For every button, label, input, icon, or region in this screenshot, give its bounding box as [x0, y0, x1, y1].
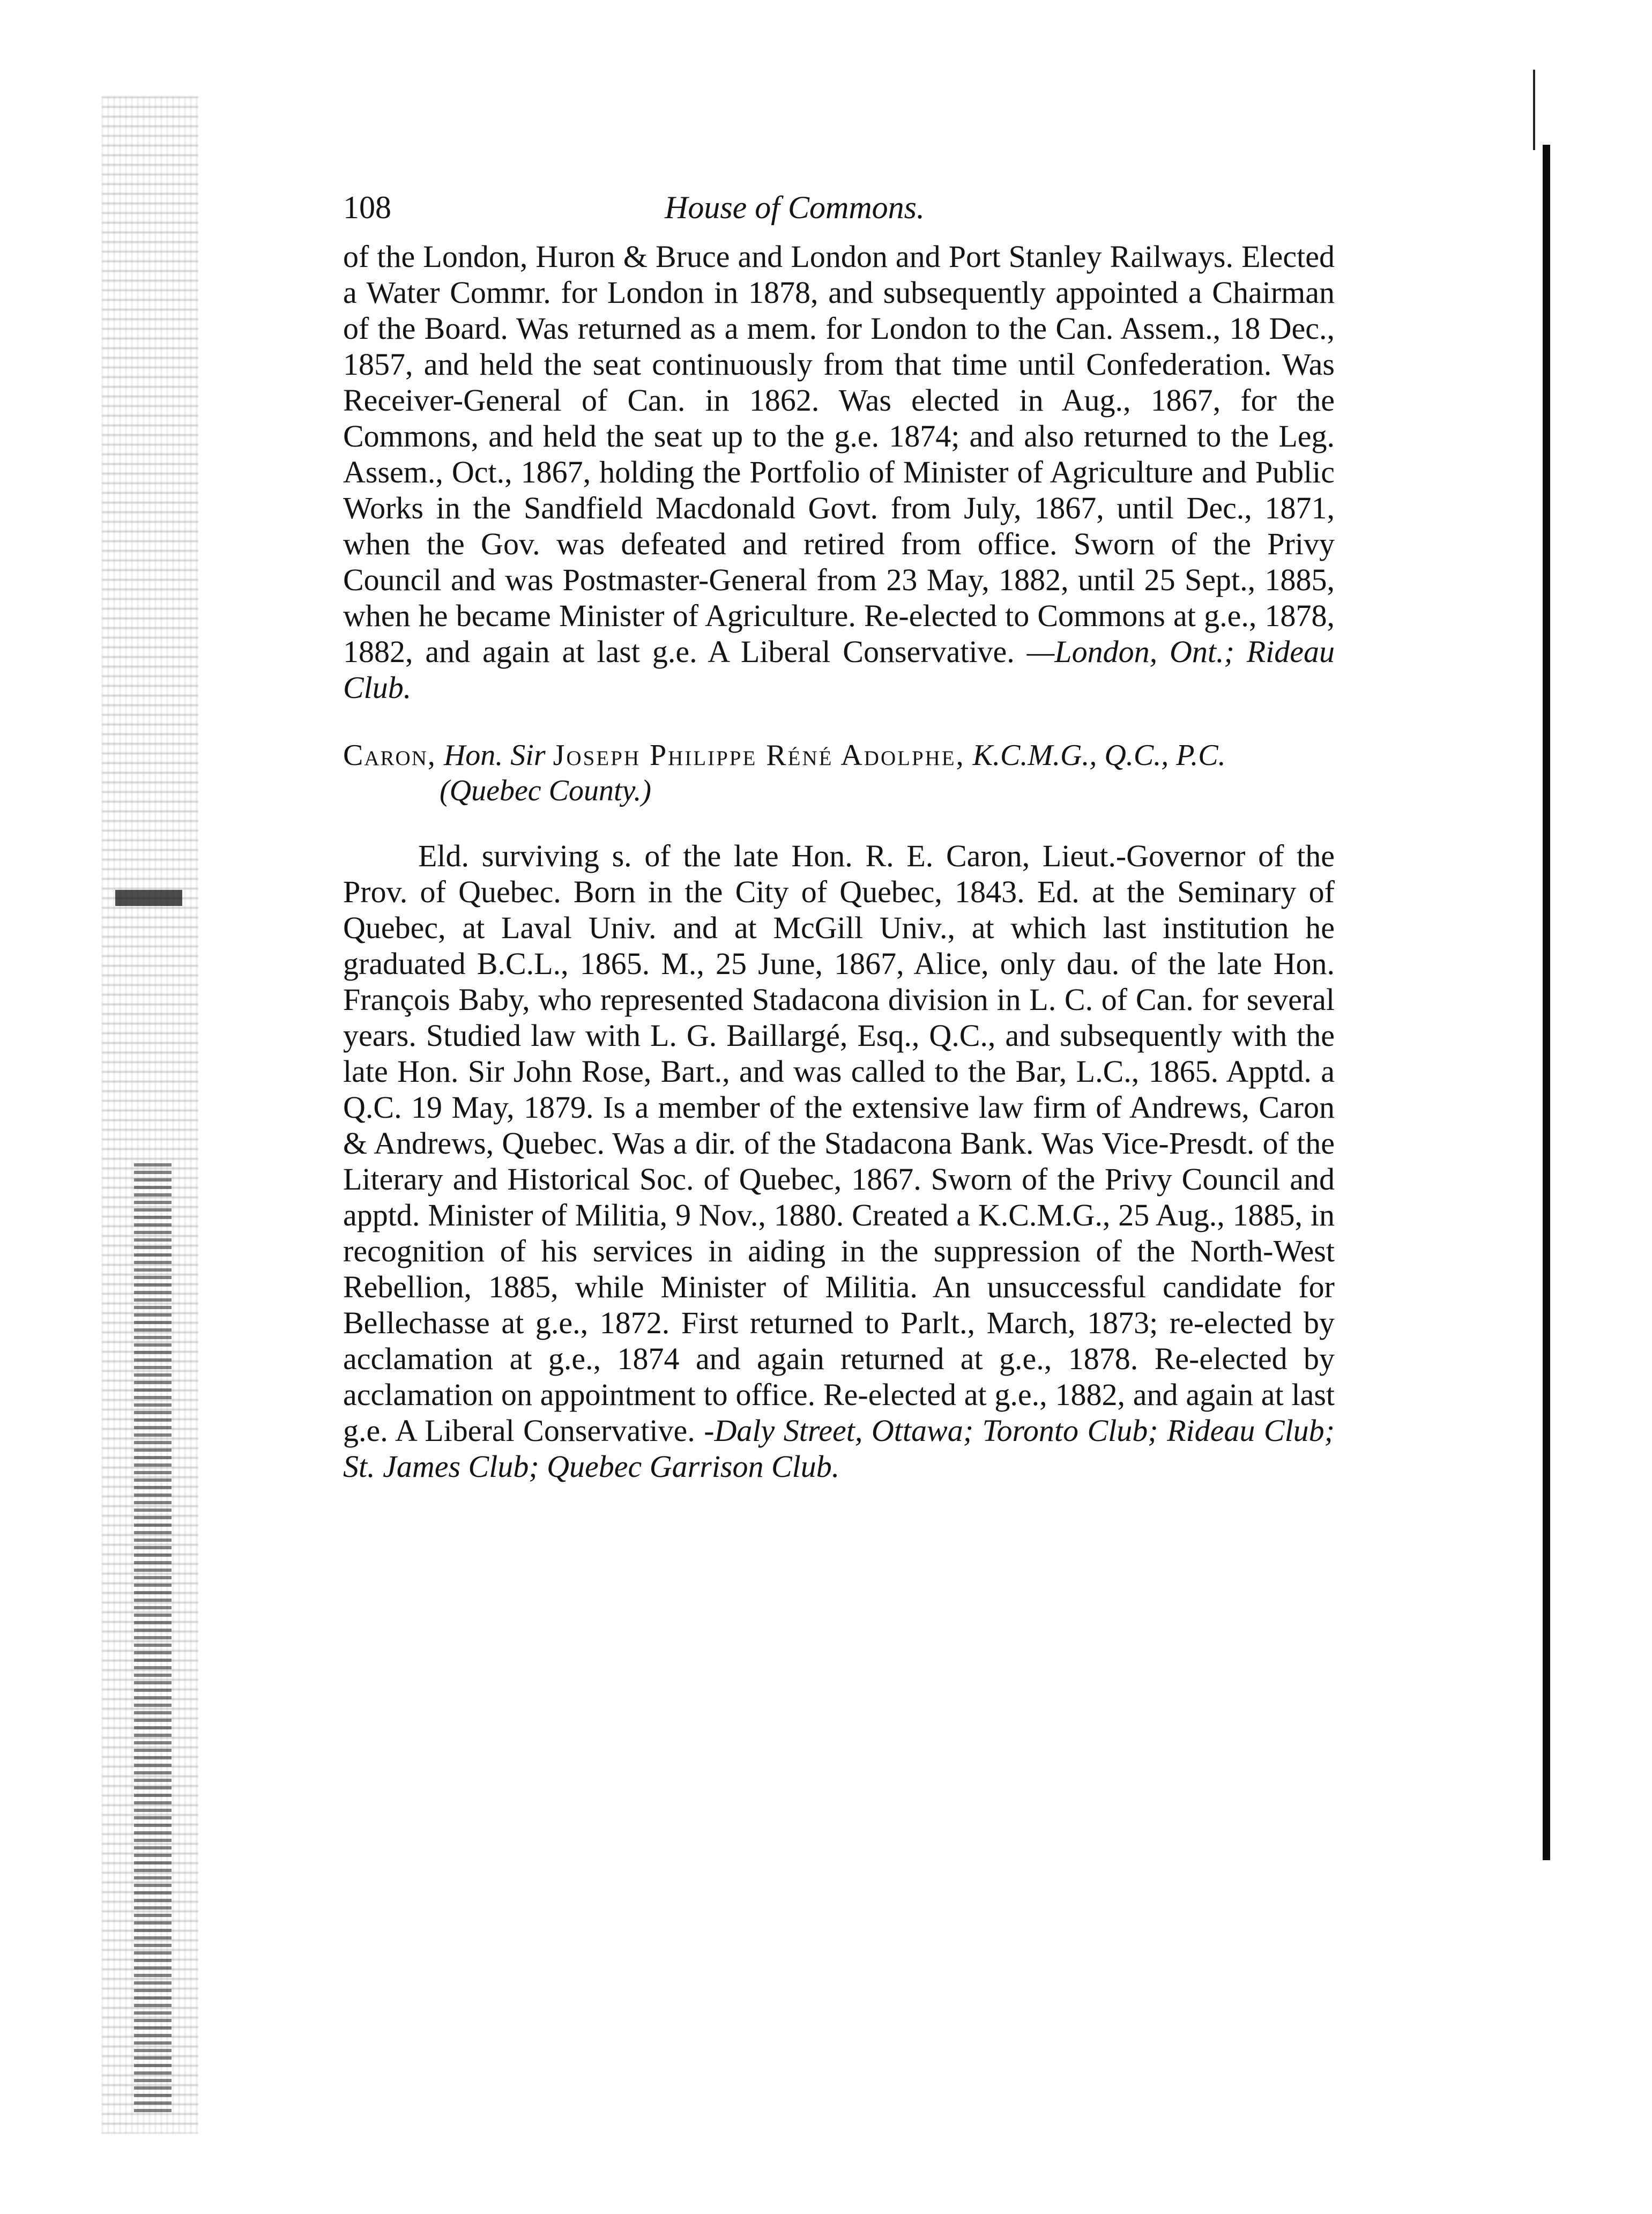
entry-heading-caron: [343, 738, 1335, 808]
running-title: House of Commons.: [665, 190, 925, 225]
continued-entry-text: of the London, Huron & Bruce and London and Port Stanley Railways. Elected a Water Commr. for London in 1878, and subsequently appointed a Chairman of the Board. Was returned as a mem. for London to the Can. Assem., 18 Dec., 1857, and held the seat continuously from that time until Confederation. Was Receiver-General of Can. in 1862. Was elected in Aug., 1867, for the Commons, and held the seat up to the g.e. 1874; and also returned to the Leg. Assem., Oct., 1867, holding the Portfolio of Minister of Agriculture and Public Works in the Sandfield Macdonald Govt. from July, 1867, until Dec., 1871, when the Gov. was defeated and retired from office. Sworn of the Privy Council and was Postmaster-General from 23 May, 1882, until 25 Sept., 1885, when he became Minister of Agriculture. Re-elected to Commons at g.e., 1878, 1882, and again at last g.e. A Liberal Conservative.: [343, 239, 1335, 669]
entry-address: -Daly Street, Ottawa; Toronto Club; Rideau Club; St. James Club; Quebec Garrison Club.: [343, 1413, 1335, 1484]
scan-binding-edge: [134, 1163, 172, 2112]
continued-entry-address: —London, Ont.; Rideau Club.: [343, 634, 1335, 705]
entry-body-text: Eld. surviving s. of the late Hon. R. E. Caron, Lieut.-Governor of the Prov. of Quebec. Born in the City of Quebec, 1843. Ed. at the Seminary of Quebec, at Laval Univ. and at McGill Univ., at which last institution he graduated B.C.L., 1865. M., 25 June, 1867, Alice, only dau. of the late Hon. François Baby, who represented Stadacona division in L. C. of Can. for several years. Studied law with L. G. Baillargé, Esq., Q.C., and subsequently with the late Hon. Sir John Rose, Bart., and was called to the Bar, L.C., 1865. Apptd. a Q.C. 19 May, 1879. Is a member of the extensive law firm of Andrews, Caron & Andrews, Quebec. Was a dir. of the Stadacona Bank. Was Vice-Presdt. of the Literary and Historical Soc. of Quebec, 1867. Sworn of the Privy Council and apptd. Minister of Militia, 9 Nov., 1880. Created a K.C.M.G., 25 Aug., 1885, in recognition of his services in aiding in the suppression of the North-West Rebellion, 1885, while Minister of Militia. An unsuccessful candidate for Bellechasse at g.e., 1872. First returned to Parlt., March, 1873; re-elected by acclamation at g.e., 1874 and again returned at g.e., 1878. Re-elected by acclamation on appointment to office. Re-elected at g.e., 1882, and again at last g.e. A Liberal Conservative.: [343, 838, 1335, 1448]
running-head: [343, 180, 1335, 239]
page-number: 108: [343, 190, 391, 225]
entry-honorific: Hon. Sir: [443, 739, 546, 772]
entry-honours: K.C.M.G., Q.C., P.C.: [972, 739, 1226, 772]
entry-body-caron: [343, 838, 1335, 1484]
entry-given-names: Joseph Philippe Réné Adolphe,: [553, 739, 965, 772]
scan-page-edge-right: [1543, 145, 1550, 1860]
scan-edge-mark-top: [1533, 70, 1535, 150]
continued-entry: [343, 239, 1335, 705]
entry-surname: Caron,: [343, 739, 436, 772]
book-page: [343, 180, 1335, 1484]
scan-binding-mark: [115, 890, 182, 906]
entry-constituency: (Quebec County.): [440, 774, 651, 807]
